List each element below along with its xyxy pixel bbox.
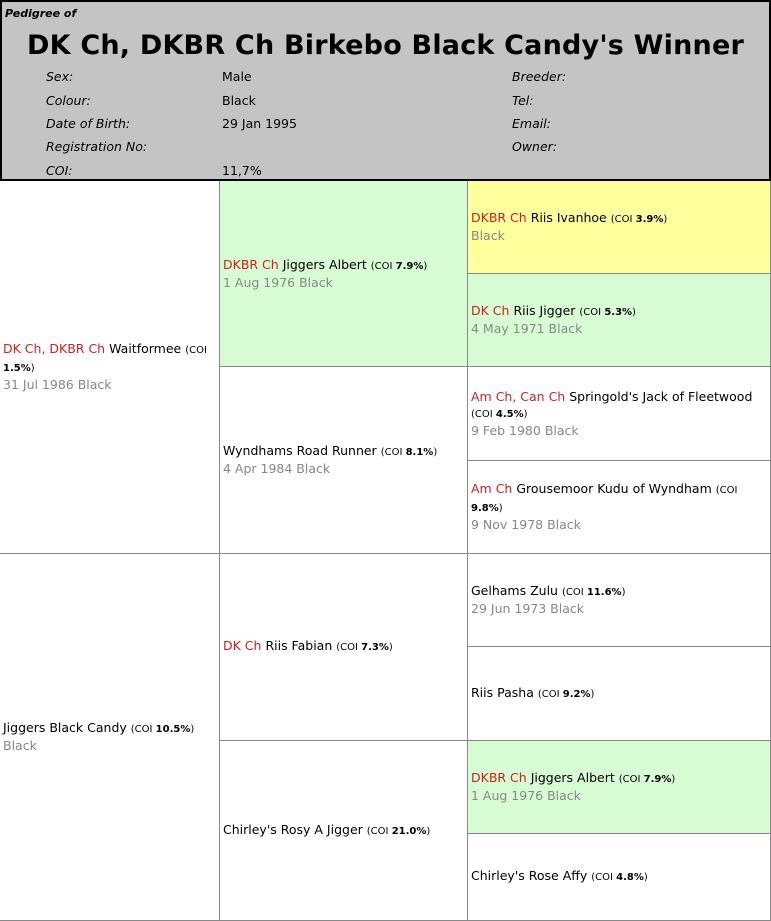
dog-entry	[471, 583, 625, 617]
breeder-label: Breeder:	[512, 69, 567, 84]
dog-entry	[3, 341, 216, 393]
dog-titles: DKBR Ch	[223, 256, 279, 272]
dog-entry	[471, 770, 675, 804]
dog-coi: (COI 7.9%)	[370, 260, 428, 272]
dog-titles: DK Ch	[471, 303, 510, 318]
pedigree-of-label: Pedigree of	[5, 7, 77, 20]
dog-entry	[223, 443, 437, 477]
dog-title: DK Ch, DKBR Ch Birkebo Black Candy's Winner	[27, 30, 744, 61]
dog-name: Chirley's Rosy A Jigger	[223, 821, 363, 837]
sex-label: Sex:	[46, 69, 74, 84]
pedigree-ggp-7	[468, 741, 771, 834]
tel-label: Tel:	[512, 93, 534, 108]
dog-titles: DKBR Ch	[471, 770, 527, 785]
dog-name: Chirley's Rose Affy	[471, 868, 588, 883]
dog-details: 1 Aug 1976 Black	[223, 274, 333, 290]
dog-details: 9 Nov 1978 Black	[471, 517, 581, 532]
dog-details: 9 Feb 1980 Black	[471, 422, 579, 438]
dog-coi: (COI 5.3%)	[579, 307, 636, 318]
dog-details: 4 Apr 1984 Black	[223, 461, 331, 476]
pedigree-grandsire-1	[220, 181, 468, 367]
dog-name: Gelhams Zulu	[471, 583, 558, 598]
dog-name: Riis Fabian	[265, 638, 333, 653]
pedigree-grandsire-2	[220, 554, 468, 741]
dog-coi: (COI 4.8%)	[591, 872, 648, 883]
email-label: Email:	[512, 116, 551, 131]
pedigree-ggp-8	[468, 834, 771, 921]
dog-name: Riis Jigger	[513, 303, 576, 318]
dog-name: Riis Ivanhoe	[530, 210, 607, 225]
dog-details: 29 Jun 1973 Black	[471, 601, 584, 616]
dog-name: Jiggers Black Candy	[3, 720, 127, 735]
pedigree-ggp-2	[468, 274, 771, 367]
pedigree-granddam-1	[220, 367, 468, 554]
dog-details: Black	[471, 228, 505, 243]
dog-details: 31 Jul 1986 Black	[3, 377, 112, 392]
dog-coi: (COI 4.5%)	[471, 408, 528, 420]
dog-details: 1 Aug 1976 Black	[471, 788, 581, 803]
dog-entry	[471, 868, 648, 886]
dog-entry	[223, 257, 427, 291]
dog-entry	[3, 720, 194, 754]
dog-coi: (COI 11.6%)	[561, 587, 626, 598]
dog-entry	[223, 638, 393, 656]
pedigree-sire	[0, 181, 220, 554]
pedigree-ggp-4	[468, 461, 771, 554]
dog-name: Waitformee	[109, 341, 182, 356]
dob-label: Date of Birth:	[46, 116, 131, 131]
coi-label: COI:	[46, 163, 73, 178]
dog-entry	[471, 685, 594, 703]
dog-coi: (COI 9.8%)	[471, 485, 738, 514]
pedigree-ggp-6	[468, 647, 771, 741]
pedigree-dam	[0, 554, 220, 921]
pedigree-ggp-3	[468, 367, 771, 461]
dog-titles: DK Ch, DKBR Ch	[3, 341, 106, 356]
dog-name: Riis Pasha	[471, 684, 534, 700]
dog-coi: (COI 8.1%)	[380, 447, 438, 458]
dog-name: Jiggers Albert	[282, 256, 367, 272]
coi-value: 11,7%	[222, 163, 262, 178]
pedigree-ggp-1	[468, 181, 771, 274]
dog-entry	[471, 389, 767, 439]
colour-label: Colour:	[46, 93, 91, 108]
dog-coi: (COI 7.9%)	[618, 774, 676, 785]
colour-value: Black	[222, 93, 256, 108]
dob-value: 29 Jan 1995	[222, 116, 297, 131]
dog-coi: (COI 21.0%)	[366, 825, 431, 837]
dog-name: Grousemoor Kudu of Wyndham	[516, 481, 712, 496]
pedigree-ggp-5	[468, 554, 771, 647]
dog-name: Springold's Jack of Fleetwood	[569, 388, 753, 404]
dog-name: Jiggers Albert	[530, 770, 615, 785]
dog-coi: (COI 10.5%)	[130, 724, 195, 735]
dog-entry	[471, 303, 636, 337]
dog-name: Wyndhams Road Runner	[223, 443, 377, 458]
dog-entry	[471, 210, 667, 244]
dog-entry	[471, 481, 767, 533]
pedigree-granddam-2	[220, 741, 468, 921]
dog-titles: DKBR Ch	[471, 210, 527, 225]
dog-titles: DK Ch	[223, 638, 262, 653]
registration-label: Registration No:	[46, 139, 148, 154]
dog-details: 4 May 1971 Black	[471, 321, 583, 336]
dog-coi: (COI 9.2%)	[537, 688, 595, 700]
dog-coi: (COI 7.3%)	[336, 642, 393, 653]
dog-coi: (COI 1.5%)	[3, 345, 207, 374]
sex-value: Male	[222, 69, 252, 84]
dog-titles: Am Ch	[471, 481, 513, 496]
owner-label: Owner:	[512, 139, 558, 154]
dog-details: Black	[3, 738, 37, 753]
pedigree-header	[0, 0, 771, 181]
dog-coi: (COI 3.9%)	[610, 214, 668, 225]
dog-entry	[223, 822, 430, 840]
dog-titles: Am Ch, Can Ch	[471, 388, 566, 404]
